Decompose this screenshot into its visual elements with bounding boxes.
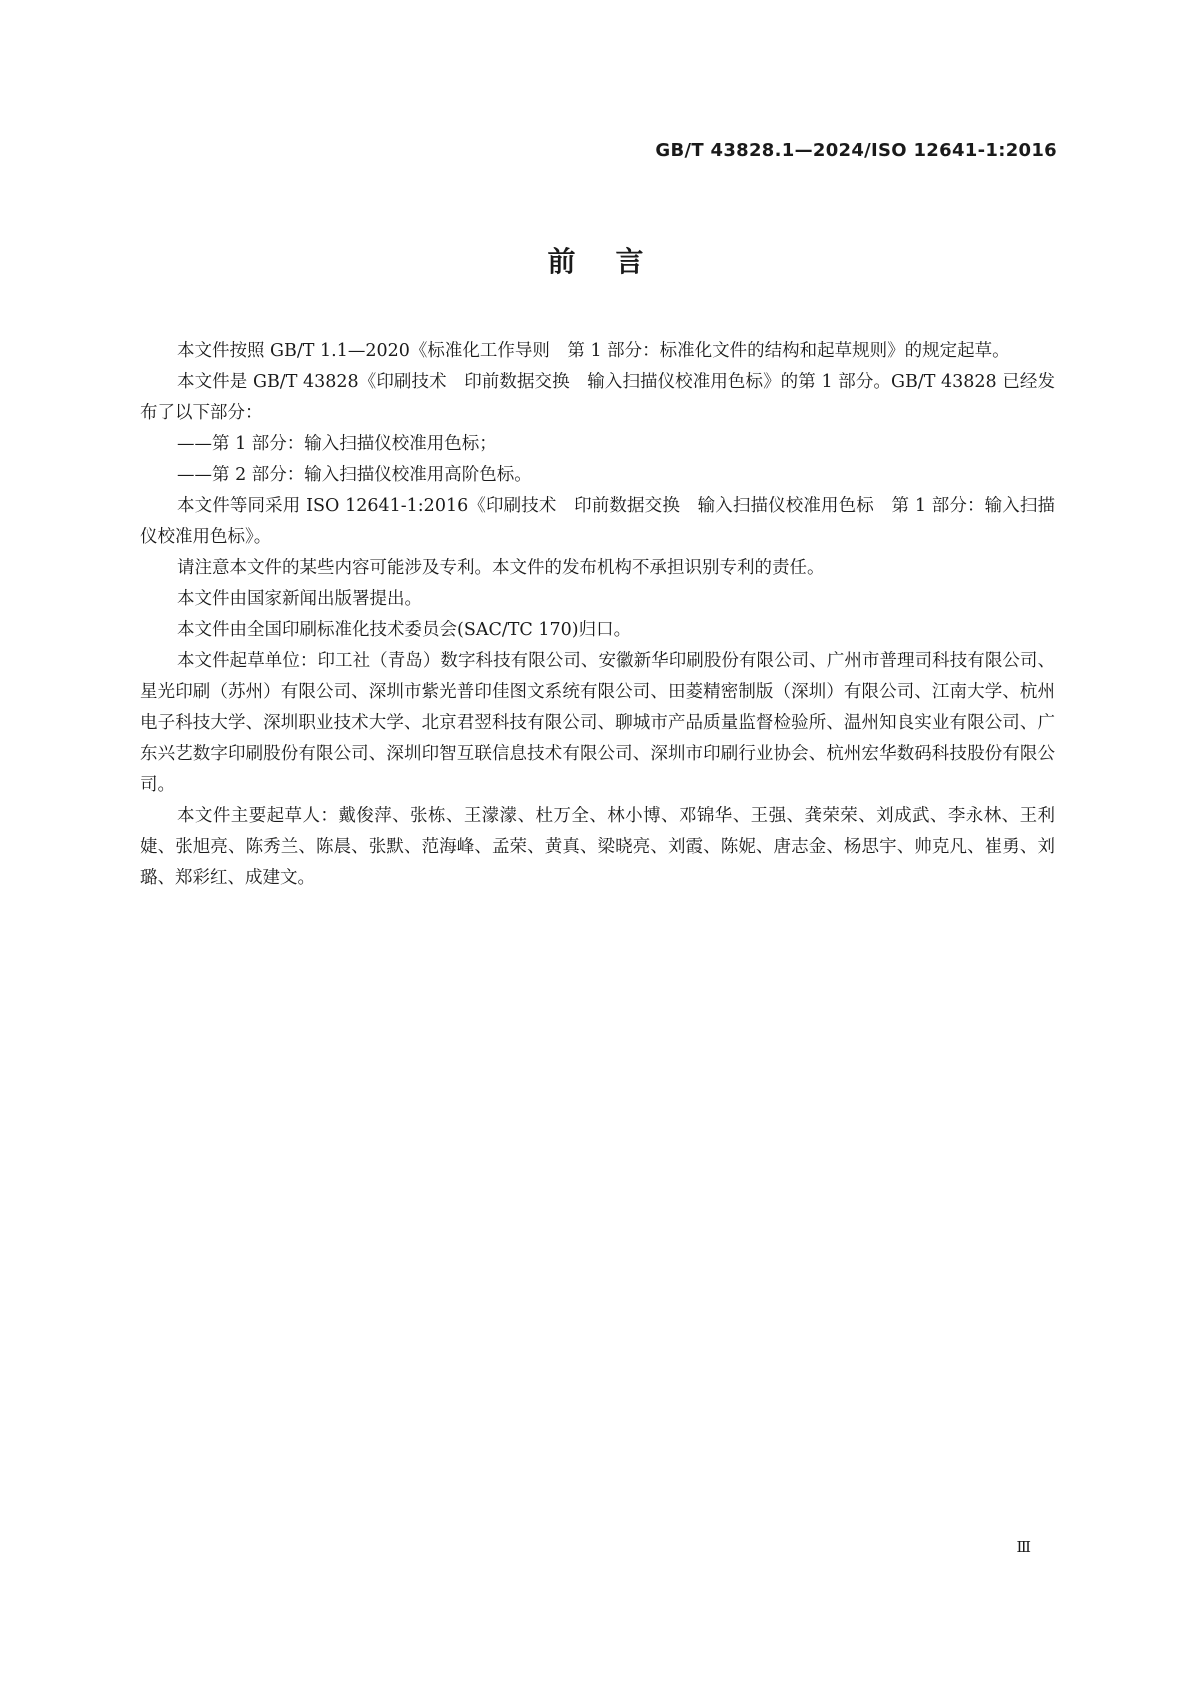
list-item-part-1: ——第 1 部分：输入扫描仪校准用色标； bbox=[177, 434, 497, 454]
foreword-body bbox=[140, 336, 1055, 894]
paragraph-drafters: 本文件主要起草人：戴俊萍、张栋、王濛濛、杜万全、林小博、邓锦华、王强、龚荣荣、刘成武、李永林、王利婕、张旭亮、陈秀兰、陈晨、张默、范海峰、孟荣、黄真、梁晓亮、刘霞、陈妮、唐志金、杨思宇、帅克凡、崔勇、刘璐、郑彩红、成建文。 bbox=[140, 806, 1055, 888]
page-title: 前言 bbox=[547, 245, 684, 278]
paragraph-drafting-rules: 本文件按照 GB/T 1.1—2020《标准化工作导则 第 1 部分：标准化文件的结构和起草规则》的规定起草。 bbox=[177, 341, 1010, 361]
paragraph-proposer: 本文件由国家新闻出版署提出。 bbox=[177, 589, 422, 609]
paragraph-patent-notice: 请注意本文件的某些内容可能涉及专利。本文件的发布机构不承担识别专利的责任。 bbox=[177, 558, 825, 578]
page-number: Ⅲ bbox=[1016, 1538, 1031, 1556]
paragraph-iso-adoption: 本文件等同采用 ISO 12641-1:2016《印刷技术 印前数据交换 输入扫描仪校准用色标 第 1 部分：输入扫描仪校准用色标》。 bbox=[140, 496, 1055, 547]
standard-number: GB/T 43828.1—2024/ISO 12641-1:2016 bbox=[655, 140, 1057, 161]
paragraph-drafting-organizations: 本文件起草单位：印工社（青岛）数字科技有限公司、安徽新华印刷股份有限公司、广州市普理司科技有限公司、星光印刷（苏州）有限公司、深圳市紫光普印佳图文系统有限公司、田菱精密制版（深圳）有限公司、江南大学、杭州电子科技大学、深圳职业技术大学、北京君翌科技有限公司、聊城市产品质量监督检验所、温州知良实业有限公司、广东兴艺数字印刷股份有限公司、深圳印智互联信息技术有限公司、深圳市印刷行业协会、杭州宏华数码科技股份有限公司。 bbox=[140, 651, 1055, 795]
paragraph-technical-committee: 本文件由全国印刷标准化技术委员会(SAC/TC 170)归口。 bbox=[177, 620, 632, 640]
list-item-part-2: ——第 2 部分：输入扫描仪校准用高阶色标。 bbox=[177, 465, 532, 485]
paragraph-series-description: 本文件是 GB/T 43828《印刷技术 印前数据交换 输入扫描仪校准用色标》的第 1 部分。GB/T 43828 已经发布了以下部分： bbox=[140, 372, 1055, 423]
